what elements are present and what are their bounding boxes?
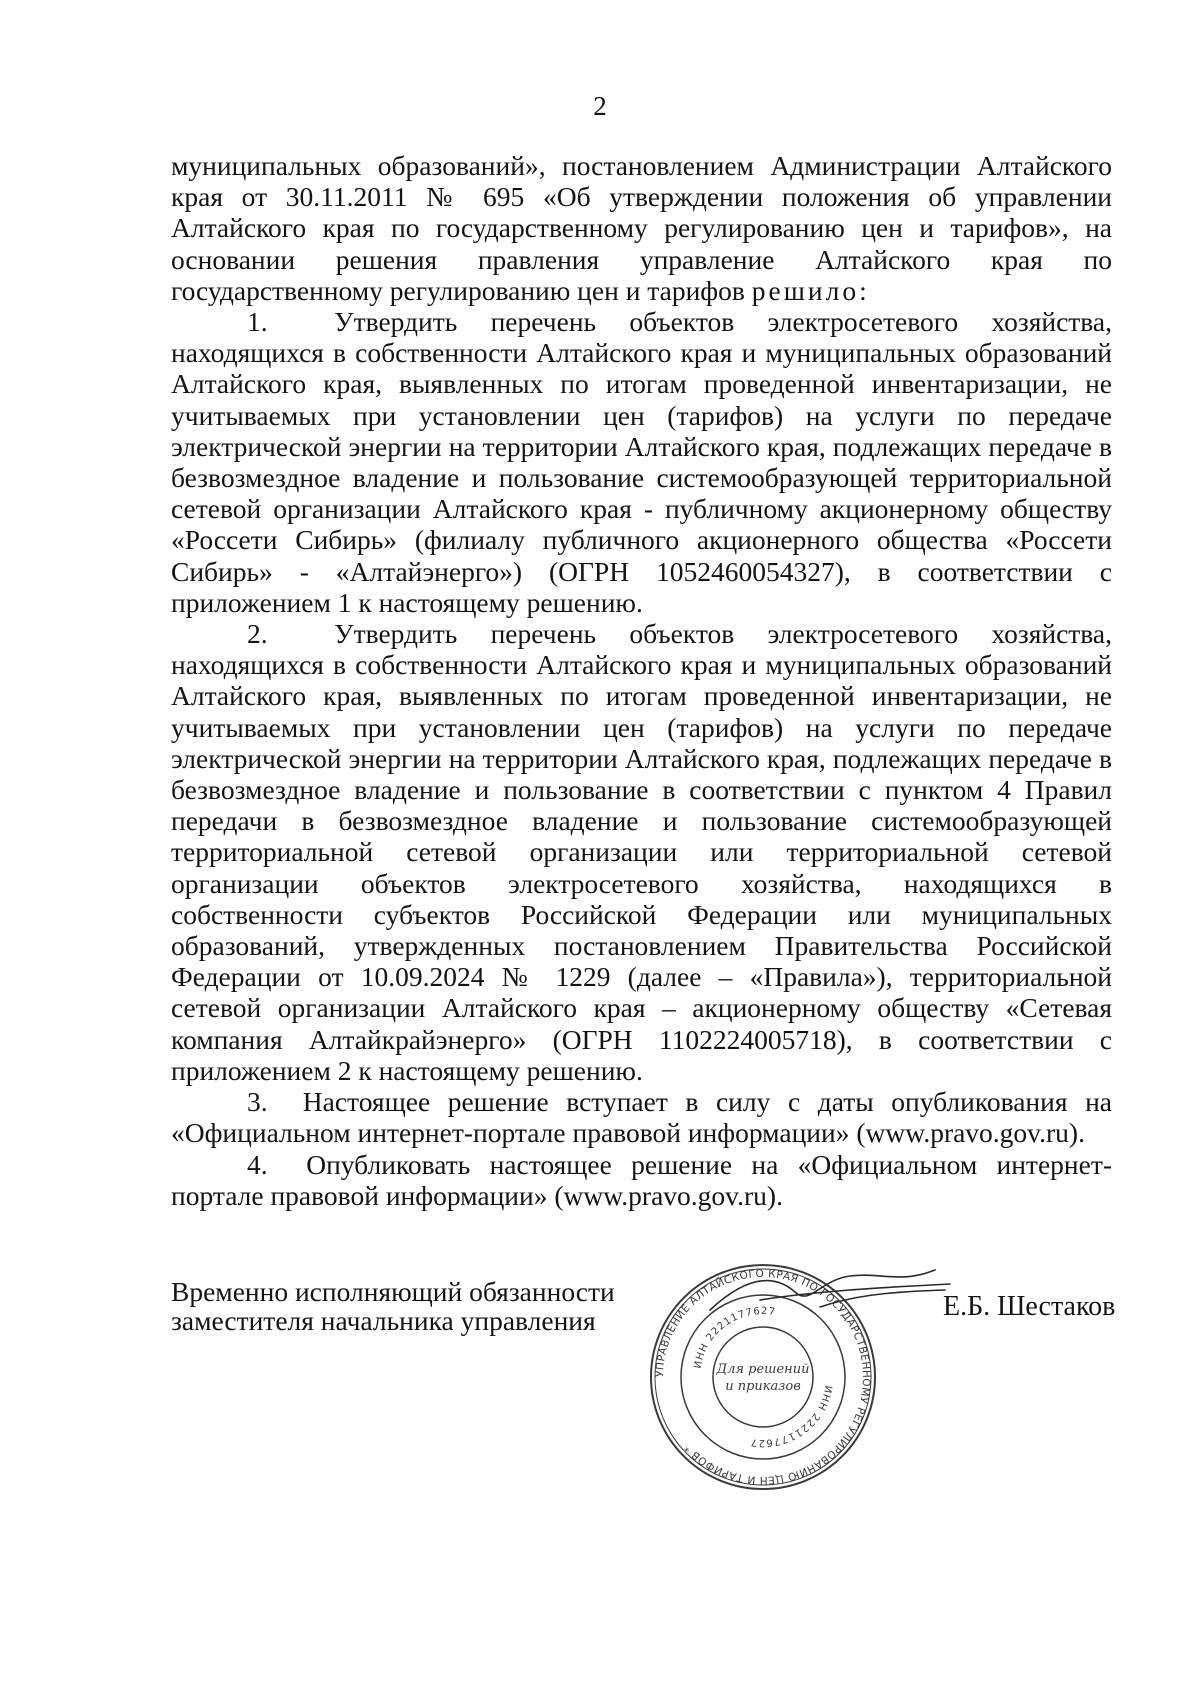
item-text: Утвердить перечень объектов электросетевого хозяйства, находящихся в собственности Алтайского края и муниципальных образований Алтайского края, выявленных по итогам проведенной инвентаризации, не учитываемых при установлении цен (тарифов) на услуги по передаче электрической энергии на территории Алтайского края, подлежащих передаче в безвозмездное владение и пользование системообразующей территориальной сетевой организации Алтайского края - публичному акционерному обществу «Россети Сибирь» (филиалу публичного акционерного общества «Россети Сибирь» - «Алтайэнерго») (ОГРН 1052460054327), в соответствии с приложением 1 к настоящему решению. <box>171 306 1112 618</box>
document-body <box>171 150 1112 1211</box>
stamp-inn-bottom: ИНН 2221177627 <box>749 1384 834 1449</box>
item-number: 2. <box>247 618 268 650</box>
intro-paragraph <box>171 150 1112 306</box>
decision-item-4 <box>171 1149 1112 1211</box>
intro-text: муниципальных образований», постановлением Администрации Алтайского края от 30.11.2011 № 695 «Об утверждении положения об управлении Алтайского края по государственному регулированию цен и тарифов», на основании решения правления управление Алтайского края по государственному регулированию цен и тарифов <box>171 150 1112 306</box>
handwritten-signature <box>700 1262 960 1322</box>
intro-colon: : <box>859 274 867 306</box>
decision-item-1 <box>171 306 1112 618</box>
stamp-outer-ring-text: УПРАВЛЕНИЕ АЛТАЙСКОГО КРАЯ ПО ГОСУДАРСТВЕННОМУ РЕГУЛИРОВАНИЮ ЦЕН И ТАРИФОВ * <box>653 1267 873 1487</box>
item-text: Утвердить перечень объектов электросетевого хозяйства, находящихся в собственности Алтайского края и муниципальных образований Алтайского края, выявленных по итогам проведенной инвентаризации, не учитываемых при установлении цен (тарифов) на услуги по передаче электрической энергии на территории Алтайского края, подлежащих передаче в безвозмездное владение и пользование в соответствии с пунктом 4 Правил передачи в безвозмездное владение и пользование системообразующей территориальной сетевой организации или территориальной сетевой организации объектов электросетевого хозяйства, находящихся в собственности субъектов Российской Федерации или муниципальных образований, утвержденных постановлением Правительства Российской Федерации от 10.09.2024 № 1229 (далее – «Правила»), территориальной сетевой организации Алтайского края – акционерному обществу «Сетевая компания Алтайкрайэнерго» (ОГРН 1102224005718), в соответствии с приложением 2 к настоящему решению. <box>171 618 1112 1086</box>
signer-name: Е.Б. Шестаков <box>943 1291 1116 1322</box>
page-number: 2 <box>593 91 607 121</box>
decision-word: решило <box>751 274 860 306</box>
decision-item-3 <box>171 1086 1112 1148</box>
stamp-inn-top: ИНН 2221177627 <box>692 1305 777 1370</box>
item-text: Настоящее решение вступает в силу с даты опубликования на «Официальном интернет-портале правовой информации» (www.pravo.gov.ru). <box>171 1086 1112 1149</box>
stamp-center-line-1: Для решений <box>716 1362 810 1377</box>
signatory-position <box>171 1277 631 1335</box>
position-line-1: Временно исполняющий обязанности <box>171 1276 615 1307</box>
item-text: Опубликовать настоящее решение на «Официальном интернет-портале правовой информации» (www.pravo.gov.ru). <box>171 1148 1113 1211</box>
stamp-center-line-2: и приказов <box>725 1379 801 1394</box>
decision-item-2 <box>171 618 1112 1086</box>
item-number: 3. <box>247 1086 268 1118</box>
item-number: 4. <box>247 1148 268 1180</box>
position-line-2: заместителя начальника управления <box>171 1305 596 1336</box>
item-number: 1. <box>247 306 268 338</box>
